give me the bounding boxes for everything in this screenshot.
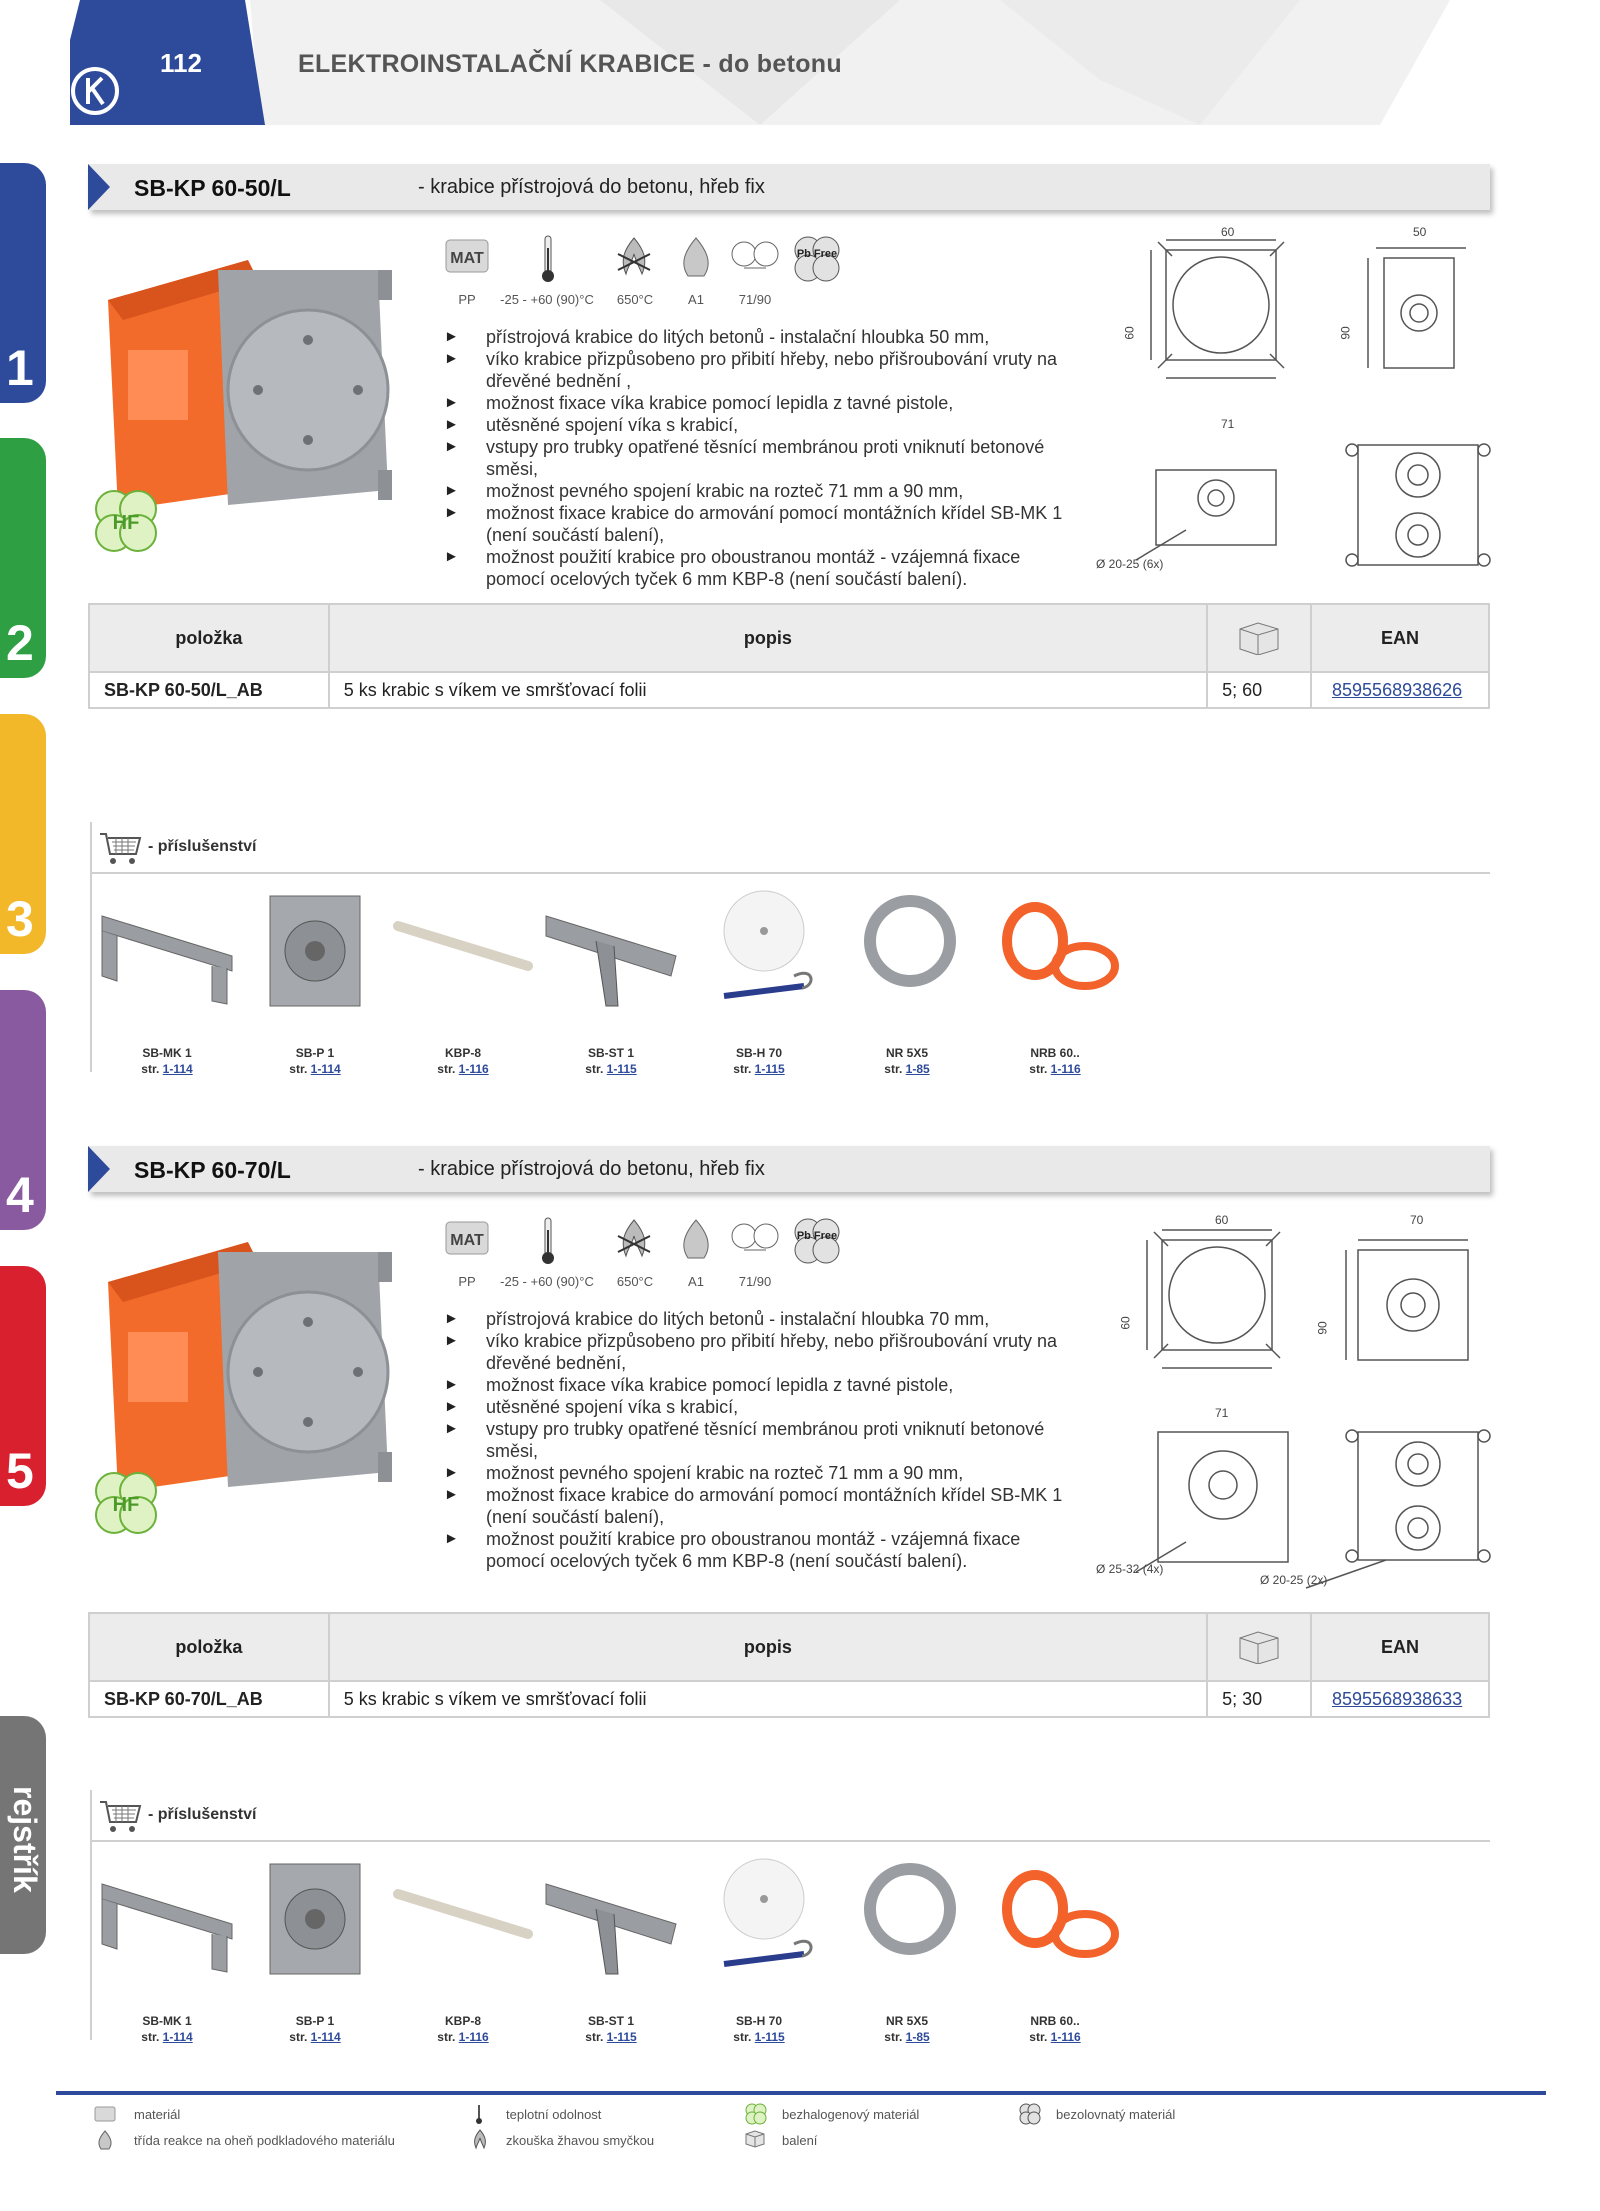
glow-wire-icon xyxy=(614,234,654,280)
accessory-image xyxy=(388,1854,538,1984)
chapter-tab-3[interactable] xyxy=(0,714,46,954)
column-header: EAN xyxy=(1311,1613,1489,1681)
feature-list xyxy=(444,326,1084,590)
column-header: položka xyxy=(89,1613,329,1681)
page-link[interactable]: 1-114 xyxy=(162,2030,193,2044)
feature-item: ► víko krabice přizpůsobeno pro přibití hřeby, nebo přišroubování vruty na dřevěné bednění, xyxy=(444,1330,1084,1374)
feature-item: ► možnost použití krabice pro oboustranou montáž - vzájemná fixace pomocí ocelových tyček 6 mm KBP-8 (není součástí balení). xyxy=(444,1528,1084,1572)
accessories-title: - příslušenství xyxy=(148,838,257,855)
page-title: ELEKTROINSTALAČNÍ KRABICE - do betonu xyxy=(298,50,842,78)
feature-item: ► přístrojová krabice do litých betonů - instalační hloubka 50 mm, xyxy=(444,326,1084,348)
hf-label: HF xyxy=(112,1494,140,1516)
arrow-icon xyxy=(88,1146,110,1192)
feature-item: ► možnost použití krabice pro oboustranou montáž - vzájemná fixace pomocí ocelových tyček 6 mm KBP-8 (není součástí balení). xyxy=(444,546,1084,590)
pitch-icon xyxy=(730,1216,780,1262)
dimension-label: 71 xyxy=(1215,1406,1229,1420)
accessories-section: - příslušenství SB-MK 1 str. 1-114 SB-P 1 str. 1-114 KBP-8 str. 1-116 SB-ST 1 str. 1-115 SB-H 70 str. 1-115 NR 5X5 str. 1-85 NRB 60.. str. 1-116 xyxy=(88,822,1490,1072)
accessory-name: SB-MK 1 xyxy=(142,1046,192,1060)
thermometer-icon xyxy=(538,234,558,284)
halogen-free-icon xyxy=(744,2102,768,2126)
accessory-image xyxy=(536,1854,686,1984)
chapter-tab-5[interactable] xyxy=(0,1266,46,1506)
accessory-name: NRB 60.. xyxy=(1030,2014,1080,2028)
lead-free-icon xyxy=(792,234,842,284)
accessory-image xyxy=(536,886,686,1016)
technical-drawing xyxy=(1096,1200,1500,1600)
flame-icon xyxy=(96,2130,114,2150)
accessory-name: NR 5X5 xyxy=(885,2014,929,2028)
dimension-label: 60 xyxy=(1221,225,1235,239)
accessory-name: SB-ST 1 xyxy=(587,2014,634,2028)
item-code: SB-KP 60-70/L_AB xyxy=(89,1681,329,1717)
chapter-tab-4[interactable] xyxy=(0,990,46,1230)
legend-packaging: balení xyxy=(782,2133,818,2148)
product-header-bar xyxy=(88,164,1490,210)
page-link[interactable]: 1-116 xyxy=(1050,1062,1081,1076)
accessory-image xyxy=(832,1854,982,1984)
feature-item: ► utěsněné spojení víka s krabicí, xyxy=(444,1396,1084,1418)
flame-icon xyxy=(676,1216,716,1262)
cart-icon xyxy=(98,1796,142,1836)
thermometer-icon xyxy=(538,1216,558,1266)
icon-label: 71/90 xyxy=(738,292,772,307)
product-name: SB-KP 60-50/L xyxy=(134,175,291,201)
product-icons-row xyxy=(440,234,860,307)
legend-lead-free: bezolovnatý materiál xyxy=(1056,2107,1176,2122)
chapter-tab-label: 5 xyxy=(6,1443,34,1499)
technical-drawing xyxy=(1096,220,1500,600)
halogen-free-badge-icon xyxy=(92,1469,160,1537)
dimension-label: Ø 20-25 (2x) xyxy=(1260,1573,1328,1587)
page-link[interactable]: 1-116 xyxy=(1050,2030,1081,2044)
feature-item: ► přístrojová krabice do litých betonů - instalační hloubka 70 mm, xyxy=(444,1308,1084,1330)
glow-wire-icon xyxy=(470,2128,490,2150)
accessory-name: SB-H 70 xyxy=(735,2014,782,2028)
icon-label: -25 - +60 (90)°C xyxy=(500,292,594,307)
page-link[interactable]: 1-115 xyxy=(606,1062,637,1076)
feature-item: ► možnost pevného spojení krabic na rozteč 71 mm a 90 mm, xyxy=(444,1462,1084,1484)
pitch-icon xyxy=(730,234,780,280)
chapter-tab-2[interactable] xyxy=(0,438,46,678)
page-link[interactable]: 1-116 xyxy=(458,1062,489,1076)
page-link[interactable]: 1-114 xyxy=(162,1062,193,1076)
arrow-icon xyxy=(88,164,110,210)
legend-halogen-free: bezhalogenový materiál xyxy=(782,2107,920,2122)
product-table xyxy=(88,603,1490,709)
item-code: SB-KP 60-50/L_AB xyxy=(89,672,329,708)
item-description: 5 ks krabic s víkem ve smršťovací folii xyxy=(329,1681,1207,1717)
dimension-label: 60 xyxy=(1122,326,1137,340)
dimension-label: Ø 25-32 (4x) xyxy=(1096,1562,1164,1576)
accessory-name: KBP-8 xyxy=(444,1046,481,1060)
thermometer-icon xyxy=(474,2104,484,2124)
page-link[interactable]: 1-114 xyxy=(310,1062,341,1076)
feature-item: ► možnost fixace krabice do armování pomocí montážních křídel SB-MK 1 (není součástí balení), xyxy=(444,1484,1084,1528)
page-link[interactable]: 1-85 xyxy=(905,1062,930,1076)
accessory-name: KBP-8 xyxy=(444,2014,481,2028)
dimension-label: 90 xyxy=(1315,1321,1330,1335)
dimension-label: 60 xyxy=(1215,1213,1229,1227)
accessory-image xyxy=(240,1854,390,1984)
lead-free-icon xyxy=(792,1216,842,1266)
column-header: položka xyxy=(89,604,329,672)
chapter-tab-label: 4 xyxy=(6,1167,34,1223)
product-description: - krabice přístrojová do betonu, hřeb fix xyxy=(418,176,765,198)
page-link[interactable]: 1-115 xyxy=(754,1062,785,1076)
chapter-tab-1[interactable] xyxy=(0,163,46,403)
item-description: 5 ks krabic s víkem ve smršťovací folii xyxy=(329,672,1207,708)
accessory-name: SB-P 1 xyxy=(295,1046,335,1060)
icon-label: 71/90 xyxy=(738,1274,772,1289)
legend-temperature: teplotní odolnost xyxy=(506,2107,602,2122)
glow-wire-icon xyxy=(614,1216,654,1262)
page-link[interactable]: 1-85 xyxy=(905,2030,930,2044)
chapter-tab-label: 1 xyxy=(6,340,34,396)
material-icon xyxy=(94,2106,116,2122)
feature-item: ► možnost pevného spojení krabic na rozteč 71 mm a 90 mm, xyxy=(444,480,1084,502)
page-link[interactable]: 1-115 xyxy=(606,2030,637,2044)
feature-item: ► možnost fixace víka krabice pomocí lepidla z tavné pistole, xyxy=(444,392,1084,414)
accessory-name: NRB 60.. xyxy=(1030,1046,1080,1060)
accessory-name: NR 5X5 xyxy=(885,1046,929,1060)
accessory-image xyxy=(92,1854,242,1984)
mat-text: MAT xyxy=(450,1232,484,1249)
ean-link[interactable]: 8595568938626 xyxy=(1332,679,1463,700)
accessory-image xyxy=(684,886,834,1016)
accessory-image xyxy=(684,1854,834,1984)
product-description: - krabice přístrojová do betonu, hřeb fix xyxy=(418,1158,765,1180)
box-icon xyxy=(1236,1626,1282,1664)
product-table xyxy=(88,1612,1490,1718)
accessory-name: SB-H 70 xyxy=(735,1046,782,1060)
icon-label: -25 - +60 (90)°C xyxy=(500,1274,594,1289)
feature-list xyxy=(444,1308,1084,1572)
icon-label: 650°C xyxy=(616,292,654,307)
chapter-tab-rejstrik[interactable] xyxy=(0,1716,46,1954)
ean-link[interactable]: 8595568938633 xyxy=(1332,1688,1463,1709)
column-header-packaging xyxy=(1207,604,1311,672)
chapter-tab-label: 3 xyxy=(6,891,34,947)
box-icon xyxy=(744,2128,766,2148)
product-header-bar xyxy=(88,1146,1490,1192)
dimension-label: 71 xyxy=(1221,417,1235,431)
pb-free-text: Pb Free xyxy=(796,1230,838,1242)
product-name: SB-KP 60-70/L xyxy=(134,1157,291,1183)
feature-item: ► vstupy pro trubky opatřené těsnící membránou proti vniknutí betonové směsi, xyxy=(444,436,1084,480)
dimension-label: 60 xyxy=(1118,1316,1133,1330)
dimension-label: 90 xyxy=(1338,326,1353,340)
feature-item: ► možnost fixace víka krabice pomocí lepidla z tavné pistole, xyxy=(444,1374,1084,1396)
footer-divider xyxy=(56,2091,1546,2095)
accessories-section: - příslušenství SB-MK 1 str. 1-114 SB-P 1 str. 1-114 KBP-8 str. 1-116 SB-ST 1 str. 1-115 SB-H 70 str. 1-115 NR 5X5 str. 1-85 NRB 60.. str. 1-116 xyxy=(88,1790,1490,2040)
mat-text: MAT xyxy=(450,250,484,267)
column-header: popis xyxy=(329,1613,1207,1681)
item-packaging: 5; 30 xyxy=(1207,1681,1311,1717)
dimension-label: 50 xyxy=(1413,225,1427,239)
accessory-name: SB-P 1 xyxy=(295,2014,335,2028)
hf-label: HF xyxy=(112,512,140,534)
icon-label: A1 xyxy=(688,292,704,307)
page-header xyxy=(0,0,1600,125)
material-icon xyxy=(444,1216,490,1262)
cart-icon xyxy=(98,828,142,868)
accessory-image xyxy=(92,886,242,1016)
icon-label: A1 xyxy=(688,1274,704,1289)
material-icon xyxy=(444,234,490,280)
pb-free-text: Pb Free xyxy=(796,248,838,260)
legend-reaction: třída reakce na oheň podkladového materiálu xyxy=(134,2133,395,2148)
lead-free-icon xyxy=(1018,2102,1042,2126)
column-header-packaging xyxy=(1207,1613,1311,1681)
accessories-title: - příslušenství xyxy=(148,1806,257,1823)
product-icons-row xyxy=(440,1216,860,1289)
icon-label: PP xyxy=(458,292,476,307)
page-link[interactable]: 1-115 xyxy=(754,2030,785,2044)
halogen-free-badge-icon xyxy=(92,487,160,555)
feature-item: ► víko krabice přizpůsobeno pro přibití hřeby, nebo přišroubování vruty na dřevěné bednění , xyxy=(444,348,1084,392)
feature-item: ► vstupy pro trubky opatřené těsnící membránou proti vniknutí betonové směsi, xyxy=(444,1418,1084,1462)
accessory-image xyxy=(240,886,390,1016)
flame-icon xyxy=(676,234,716,280)
icon-label: PP xyxy=(458,1274,476,1289)
column-header: EAN xyxy=(1311,604,1489,672)
accessory-image xyxy=(388,886,538,1016)
item-packaging: 5; 60 xyxy=(1207,672,1311,708)
dimension-label: 70 xyxy=(1410,1213,1424,1227)
page-link[interactable]: 1-116 xyxy=(458,2030,489,2044)
page-number: 112 xyxy=(160,48,202,78)
chapter-tab-label: rejstřík xyxy=(7,1786,43,1893)
icon-label: 650°C xyxy=(616,1274,654,1289)
feature-item: ► utěsněné spojení víka s krabicí, xyxy=(444,414,1084,436)
box-icon xyxy=(1236,617,1282,655)
kopos-logo xyxy=(70,66,120,116)
accessory-image xyxy=(980,1854,1130,1984)
accessory-image xyxy=(980,886,1130,1016)
accessory-name: SB-ST 1 xyxy=(587,1046,634,1060)
page-link[interactable]: 1-114 xyxy=(310,2030,341,2044)
accessory-image xyxy=(832,886,982,1016)
legend-material: materiál xyxy=(134,2107,181,2122)
legend-glow: zkouška žhavou smyčkou xyxy=(506,2133,655,2148)
chapter-tab-label: 2 xyxy=(6,615,34,671)
dimension-label: Ø 20-25 (6x) xyxy=(1096,557,1164,571)
table-row xyxy=(89,1681,1489,1717)
feature-item: ► možnost fixace krabice do armování pomocí montážních křídel SB-MK 1 (není součástí balení), xyxy=(444,502,1084,546)
accessory-name: SB-MK 1 xyxy=(142,2014,192,2028)
column-header: popis xyxy=(329,604,1207,672)
table-row xyxy=(89,672,1489,708)
